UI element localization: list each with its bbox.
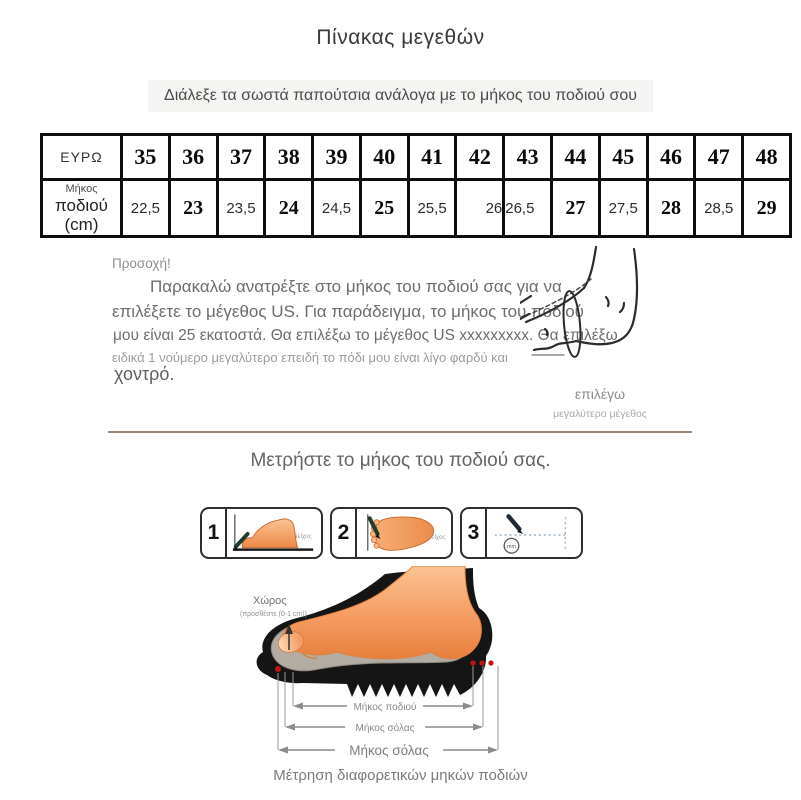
- size-table: [40, 133, 792, 238]
- space-note: (προσθέστε (0-1 cm)): [240, 611, 307, 618]
- eu-size-cell: 44: [552, 135, 600, 180]
- ankle-sketch-icon: [520, 243, 665, 373]
- foot-length-cell: 29: [743, 180, 791, 237]
- foot-measure-illustration: [235, 566, 545, 766]
- foot-length-cell: 23: [169, 180, 217, 237]
- wall-label: τείχος: [295, 532, 312, 540]
- table-row: [42, 135, 791, 180]
- foot-length-cell: 25: [360, 180, 408, 237]
- foot-length-label: Μήκος ποδιού: [353, 702, 417, 713]
- foot-length-cell: 23,5: [217, 180, 265, 237]
- foot-length-cell: 24: [265, 180, 313, 237]
- toe-marker-dot: [275, 666, 281, 672]
- foot-length-cell: 24,5: [313, 180, 361, 237]
- step-number: 3: [462, 509, 487, 557]
- unit-label: mm: [506, 544, 516, 551]
- table-row: [42, 180, 791, 237]
- wall-label: τείχος: [429, 533, 446, 541]
- foot-length-cell: 27,5: [599, 180, 647, 237]
- step-number: 2: [332, 509, 357, 557]
- eu-size-cell: 40: [360, 135, 408, 180]
- note-line: Παρακαλώ ανατρέξτε στο μήκος του ποδιού σας για να: [150, 277, 562, 296]
- step-3-illustration: [487, 509, 581, 557]
- subtitle: Διάλεξε τα σωστά παπούτσια ανάλογα με το μήκος του ποδιού σου: [0, 80, 801, 112]
- eu-size-cell: 38: [265, 135, 313, 180]
- foot-length-cell: 22,5: [122, 180, 170, 237]
- eu-size-cell: 39: [313, 135, 361, 180]
- heel-marker-dot: [470, 660, 475, 665]
- space-label: Χώρος: [253, 595, 287, 607]
- eu-size-cell: 47: [695, 135, 743, 180]
- eu-size-cell: 48: [743, 135, 791, 180]
- sole-length-label: Μήκος σόλας: [355, 723, 415, 734]
- choose-label: επιλέγω: [574, 386, 626, 402]
- eu-size-cell: 43: [504, 135, 552, 180]
- length-header-cell: Μήκος ποδιού (cm): [42, 180, 122, 237]
- measure-step-1: [200, 507, 323, 559]
- eu-size-cell: 42: [456, 135, 504, 180]
- step-1-illustration: [227, 509, 321, 557]
- attention-label: Προσοχή!: [112, 256, 171, 271]
- note-line: επιλέξετε το μέγεθος US. Για παράδειγμα, το μήκος του ποδιού: [112, 302, 584, 321]
- eu-size-cell: 37: [217, 135, 265, 180]
- foot-length-cell: 26: [456, 180, 504, 237]
- choose-sub-label: μεγαλύτερο μέγεθος: [553, 408, 647, 420]
- eu-size-cell: 46: [647, 135, 695, 180]
- step-number: 1: [202, 509, 227, 557]
- note-line: χοντρό.: [114, 364, 175, 384]
- eu-size-cell: 45: [599, 135, 647, 180]
- eu-header-cell: ΕΥΡΩ: [42, 135, 122, 180]
- eu-size-cell: 35: [122, 135, 170, 180]
- foot-length-cell: 25,5: [408, 180, 456, 237]
- bottom-caption: Μέτρηση διαφορετικών μηκών ποδιών: [273, 767, 528, 784]
- foot-length-cell: 26,5: [504, 180, 552, 237]
- measure-heading: Μετρήστε το μήκος του ποδιού σας.: [250, 450, 551, 471]
- measure-step-2: [330, 507, 453, 559]
- step-2-illustration: [357, 509, 451, 557]
- measure-step-3: [460, 507, 583, 559]
- foot-length-cell: 28: [647, 180, 695, 237]
- heel-marker-dot: [479, 660, 484, 665]
- section-divider: [108, 431, 692, 433]
- heel-marker-dot: [488, 660, 493, 665]
- note-line: ειδικά 1 νούμερο μεγαλύτερο επειδή το πόδι μου είναι λίγο φαρδύ και: [112, 350, 508, 365]
- foot-length-cell: 27: [552, 180, 600, 237]
- eu-size-cell: 36: [169, 135, 217, 180]
- eu-size-cell: 41: [408, 135, 456, 180]
- page-title: Πίνακας μεγεθών: [316, 26, 485, 49]
- note-line: μου είναι 25 εκατοστά. Θα επιλέξω το μέγεθος US xxxxxxxxx. Θα επιλέξω: [113, 327, 618, 344]
- sole-length-label-big: Μήκος σόλας: [349, 743, 429, 758]
- foot-length-cell: 28,5: [695, 180, 743, 237]
